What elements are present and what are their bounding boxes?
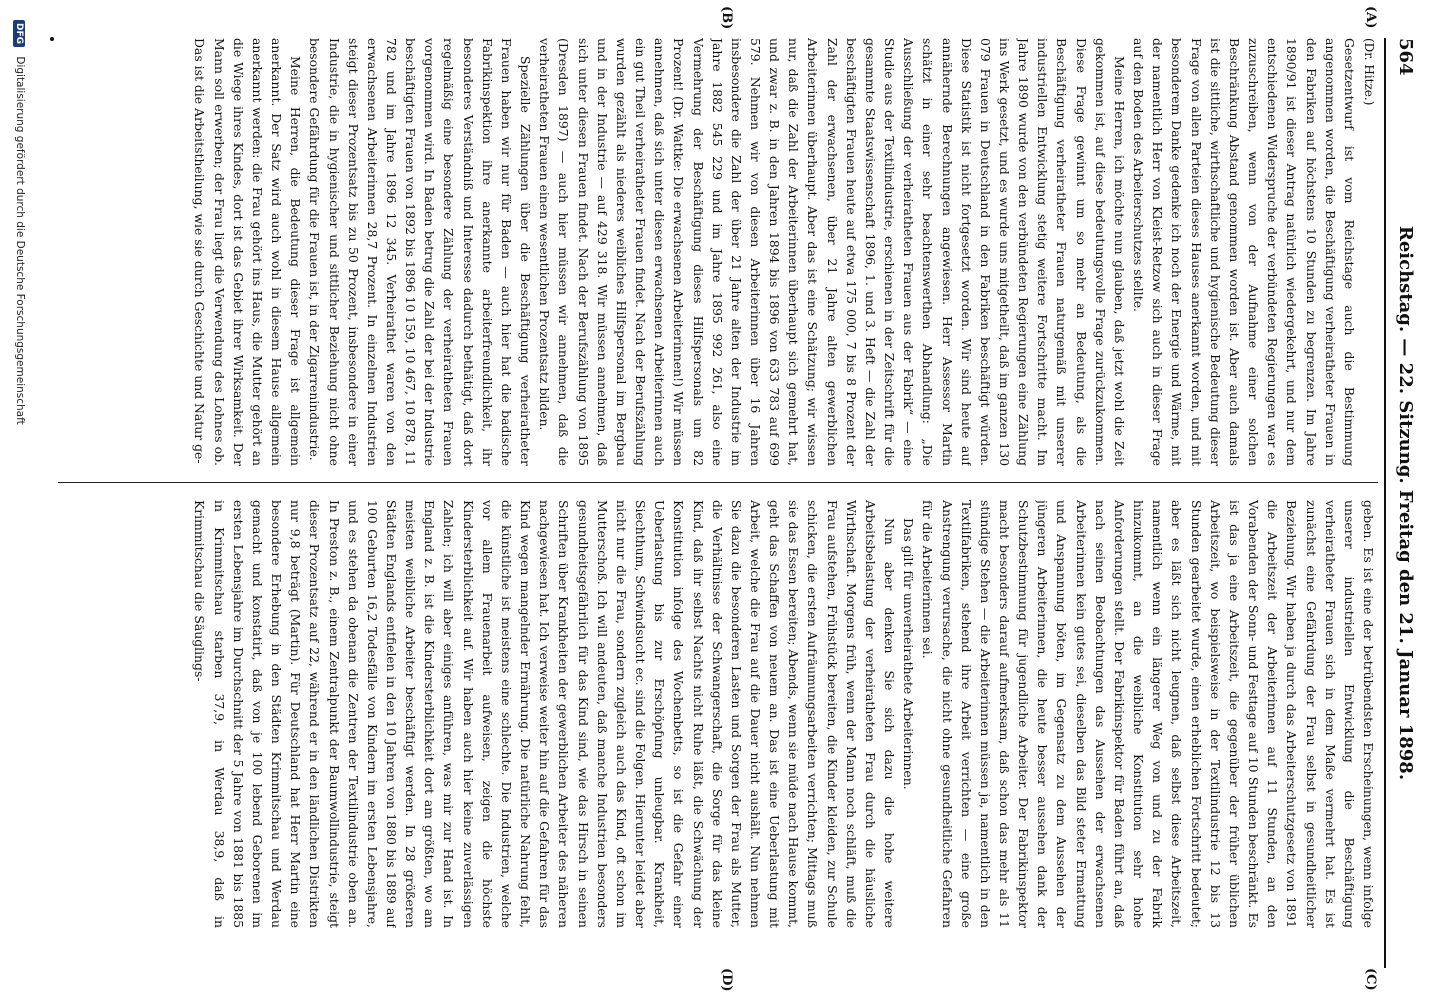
column-divider — [58, 482, 1378, 483]
scan-mark — [50, 37, 54, 41]
paragraph: Spezielle Zählungen über die Beschäftigung verheiratheter Frauen haben wir nur für Baden — auch hier hat die badische Fabrikinspektion ihre anerkannte arbeiterfreundlichkeit, ihr besonderes Verständniß und Interesse dadurch bethätigt, daß dort regelmäßig eine besondere Zählung der verheiratheten Frauen vorgenommen wird. In Baden betrug die Zahl der bei der Industrie beschäftigten Frauen von 1892 bis 1896 10 159, 10 467, 10 878, 11 782 und im Jahre 1896 12 345. Verheirathet waren von den erwachsenen Arbeiterinnen 28,7 Prozent. In einzelnen Industrien steigt dieser Prozentsatz bis zu 50 Prozent, insbesondere in einer Industrie, die in hygienischer und sittlicher Beziehung nicht ohne besondere Gefährdung für die Frauen ist, in der Zigarrenindustrie. — [307, 38, 534, 466]
dfg-logo-icon: DFG — [13, 20, 25, 47]
paragraph: geben. Es ist eine der betrübendsten Erscheinungen, wenn infolge unserer industriellen Entwicklung die Beschäftigung verheiratheter Frauen sich in dem Maße vermehrt hat. Es ist zunächst eine Gefährdung der Frau selbst in gesundheitlicher Beziehung. Wir haben ja durch das Arbeiterschutzgesetz von 1891 die Arbeitszeit der Arbeiterinnen auf 11 Stunden, an den Vorabenden der Sonn- und Festtage auf 10 Stunden beschränkt. Es ist das ja eine Arbeitszeit, die gegenüber der früher üblichen Arbeitszeit, wo beispielsweise in der Textilindustrie 12 bis 13 Stunden gearbeitet wurde, einen erheblichen Fortschritt bedeutet; aber es läßt sich nicht leugnen, daß selbst diese Arbeitszeit, namentlich wenn ein längerer Weg von und zu der Fabrik hinzukommt, an die weibliche Konstitution sehr hohe Anforderungen stellt. Der Fabrikinspektor für Baden führt an, daß nach seinen Beobachtungen das Aussehen der erwachsenen Arbeiterinnen kein gutes sei, dieselben das Bild steter Ermattung und Anspannung böten, im Gegensatz zu dem Aussehen der jüngeren Arbeiterinnen, die heute besser aussehen dank der Schutzbestimmung für jugendliche Arbeiter. Der Fabrikinspektor macht besonders darauf aufmerksam, daß schon das mehr als 11 stündige Stehen — die Arbeiterinnen müssen ja, namentlich in den Textilfabriken, stehend ihre Arbeit verrichten — eine große Anstrengung verursache, die nicht ohne gesundheitliche Gefahren für die Arbeiterinnen sei. — [920, 500, 1376, 928]
left-column — [58, 38, 1378, 466]
page-number: 564 — [1395, 38, 1416, 76]
margin-letter-d: (D) — [719, 968, 734, 992]
paragraph: Meine Herren, die Bedeutung dieser Frage ist allgemein anerkannt. Der Satz wird auch wohl in diesem Hause allgemein anerkannt werden: die Frau gehört ins Haus, die Mutter gehört an die Wiege ihres Kindes, dort ist das Gebiet ihrer Wirksamkeit. Der Mann soll erwerben; der Frau liegt die Verwendung des Lohnes ob. Das ist die Arbeitstheilung, wie sie durch Geschichte und Natur ge- — [192, 38, 304, 466]
credit-text: Digitalisierung gefördert durch die Deutsche Forschungsgemeinschaft — [14, 56, 26, 425]
paragraph: Gesetzentwurf ist vom Reichstage auch die Bestimmung angenommen worden, die Beschäftigung verheiratheter Frauen in den Fabriken auf höchstens 10 Stunden zu begrenzen. Im Jahre 1890/91 ist dieser Antrag natürlich wiedergekehrt, und nur dem entschiedenen Widerspruche der verbündeten Regierungen war es zuzuschreiben, wenn von der Aufnahme einer solchen Beschränkung Abstand genommen worden ist. Aber auch damals ist die sittliche, wirthschaftliche und hygienische Bedeutung dieser Frage von allen Parteien dieses Hauses anerkannt worden, und mit besonderem Danke gedenke ich noch der Energie und Wärme, mit der namentlich Herr von Kleist-Retzow sich auch in dieser Frage auf den Boden des Arbeiterschutzes stellte. — [1131, 38, 1357, 466]
digitization-credit — [6, 20, 26, 980]
margin-letter-c: (C) — [1363, 968, 1378, 991]
speaker-label: (Dr. Hitze.) — [1362, 38, 1376, 106]
right-column — [58, 500, 1378, 928]
header-rule — [1384, 38, 1386, 968]
margin-letter-b: (B) — [719, 6, 734, 30]
page-header — [1390, 38, 1416, 968]
paragraph: Das gilt für unverheirathete Arbeiterinnen. — [901, 518, 917, 790]
margin-letter-a: (A) — [1363, 6, 1378, 29]
page-title: Reichstag. — 22. Sitzung. Freitag den 21. Januar 1898. — [1395, 225, 1416, 781]
paragraph: Nun aber denken Sie sich dazu die hohe weitere Arbeitsbelastung der verheiratheten Frau durch die häusliche Wirthschaft. Morgens früh, wenn der Mann noch schläft, muß die Frau aufstehen, Frühstück bereiten, die Kinder kleiden, zur Schule schicken, die ersten Aufräumungsarbeiten verrichten; Mittags muß sie das Essen bereiten; Abends, wenn sie müde nach Hause kommt, geht das Schaffen von neuem an. Das ist eine Ueberlastung mit Arbeit, welche die Frau auf die Dauer nicht aushält. Nun nehmen Sie dazu die besonderen Lasten und Sorgen der Frau als Mutter, die Verhältnisse der Schwangerschaft, die Sorge für das kleine Kind, daß ihr selbst Nachts nicht Ruhe läßt, die Schwächung der Konstitution infolge des Wochenbetts, so ist die Gefahr einer Ueberlastung bis zur Erschöpfung unleugbar. Krankheit, Siechthum, Schwindsucht ec. sind die Folgen. Hierunter leidet aber nicht nur die Frau, sondern zugleich auch das Kind, oft schon im Mutterschoß. Ich will andeuten, daß manche Industrien besonders gesundheitsgefährlich für das Kind sind, wie das Hirsch in seinen Schriften über Krankheiten der gewerblichen Arbeiter des näheren nachgewiesen hat. Ich verweise weiter hin auf die Gefahren für das Kind wegen mangelnder Ernährung. Die natürliche Nahrung fehlt, die künstliche ist meistens eine schlechte. Die Industrien, welche vor allem Frauenarbeit aufweisen, zeigen die höchste Kindersterblichkeit auf. Wir haben auch hier keine zuverlässigen Zahlen; ich will aber einiges anführen, was mir zur Hand ist. In England z. B. ist die Kindersterblichkeit dort am größten, wo am meisten weibliche Arbeiter beschäftigt werden. In 28 größeren Städten Englands entfielen in den 10 Jahren von 1880 bis 1889 auf 100 Geburten 16,2 Todesfälle von Kindern im ersten Lebensjahre, und es stehen da obenan die Zentren der Textilindustrie oben an. In Preston z. B., einem Zentralpunkt der Baumwollindustrie, steigt dieser Prozentsatz auf 22, während er in den ländlichen Distrikten nur 9,8 beträgt (Martin). Für Deutschland hat Herr Martin eine besondere Erhebung in den Städten Krimmitschau und Werdau gemacht und konstatirt, daß von je 100 lebend Geborenen im ersten Lebensjahre im Durchschnitt der 5 Jahre von 1881 bis 1885 in Krimmitschau starben 37,9, in Werdau 38,9, daß in Krimmitschau die Säuglings- — [192, 500, 898, 928]
paragraph: Meine Herren, ich möchte nun glauben, daß jetzt wohl die Zeit gekommen ist, auf diese bedeutungsvolle Frage zurückzukommen. Diese Frage gewinnt um so mehr an Bedeutung, als die Beschäftigung verheiratheter Frauen naturgemäß mit unserer industriellen Entwicklung stetig weitere Fortschritte macht. Im Jahre 1890 wurde von den verbündeten Regierungen eine Zählung ins Werk gesetzt, und es wurde uns mitgetheilt, daß im ganzen 130 079 Frauen in Deutschland in den Fabriken beschäftigt würden. Diese Statistik ist nicht fortgesetzt worden. Wir sind heute auf annähernde Berechnungen angewiesen. Herr Assessor Martin schätzt in einer sehr beachtenswerthen Abhandlung: „Die Ausschließung der verheiratheten Frauen aus der Fabrik“ — eine Studie aus der Textilindustrie, erschienen in der Zeitschrift für die gesammte Staatswissenschaft 1896, 1. und 3. Heft — die Zahl der beschäftigten Frauen heute auf etwa 175 000, 7 bis 8 Prozent der Zahl der erwachsenen, über 21 Jahre alten gewerblichen Arbeiterinnen überhaupt. Aber das ist eine Schätzung; wir wissen nur, daß die Zahl der Arbeiterinnen überhaupt sich gemehrt hat, und zwar z. B. in den Jahren 1894 bis 1896 von 633 783 auf 699 579. Nehmen wir von diesen Arbeiterinnen über 16 Jahren insbesondere die Zahl der über 21 Jahre alten der Industrie im Jahre 1882 545 229 und im Jahre 1895 992 261, also eine Vermehrung der Beschäftigung dieses Hilfspersonals um 82 Prozent! (Dr. Wattke: Die erwachsenen Arbeiterinnen!) Wir müssen annehmen, daß sich unter diesen erwachsenen Arbeiterinnen auch ein gut Theil verheiratheter Frauen findet. Nach der Berufszählung wurden gezählt als niederes weibliches Hilfspersonal im Bergbau und in der Industrie — auf 429 318. Wir müssen annehmen, daß sich unter diesen Frauen findet. Nach der Berufszählung von 1895 (Dresden 1897) — auch hier müssen wir annehmen, daß die verheiratheten Frauen einen wesentlichen Prozentsatz bilden. — [537, 38, 1127, 466]
